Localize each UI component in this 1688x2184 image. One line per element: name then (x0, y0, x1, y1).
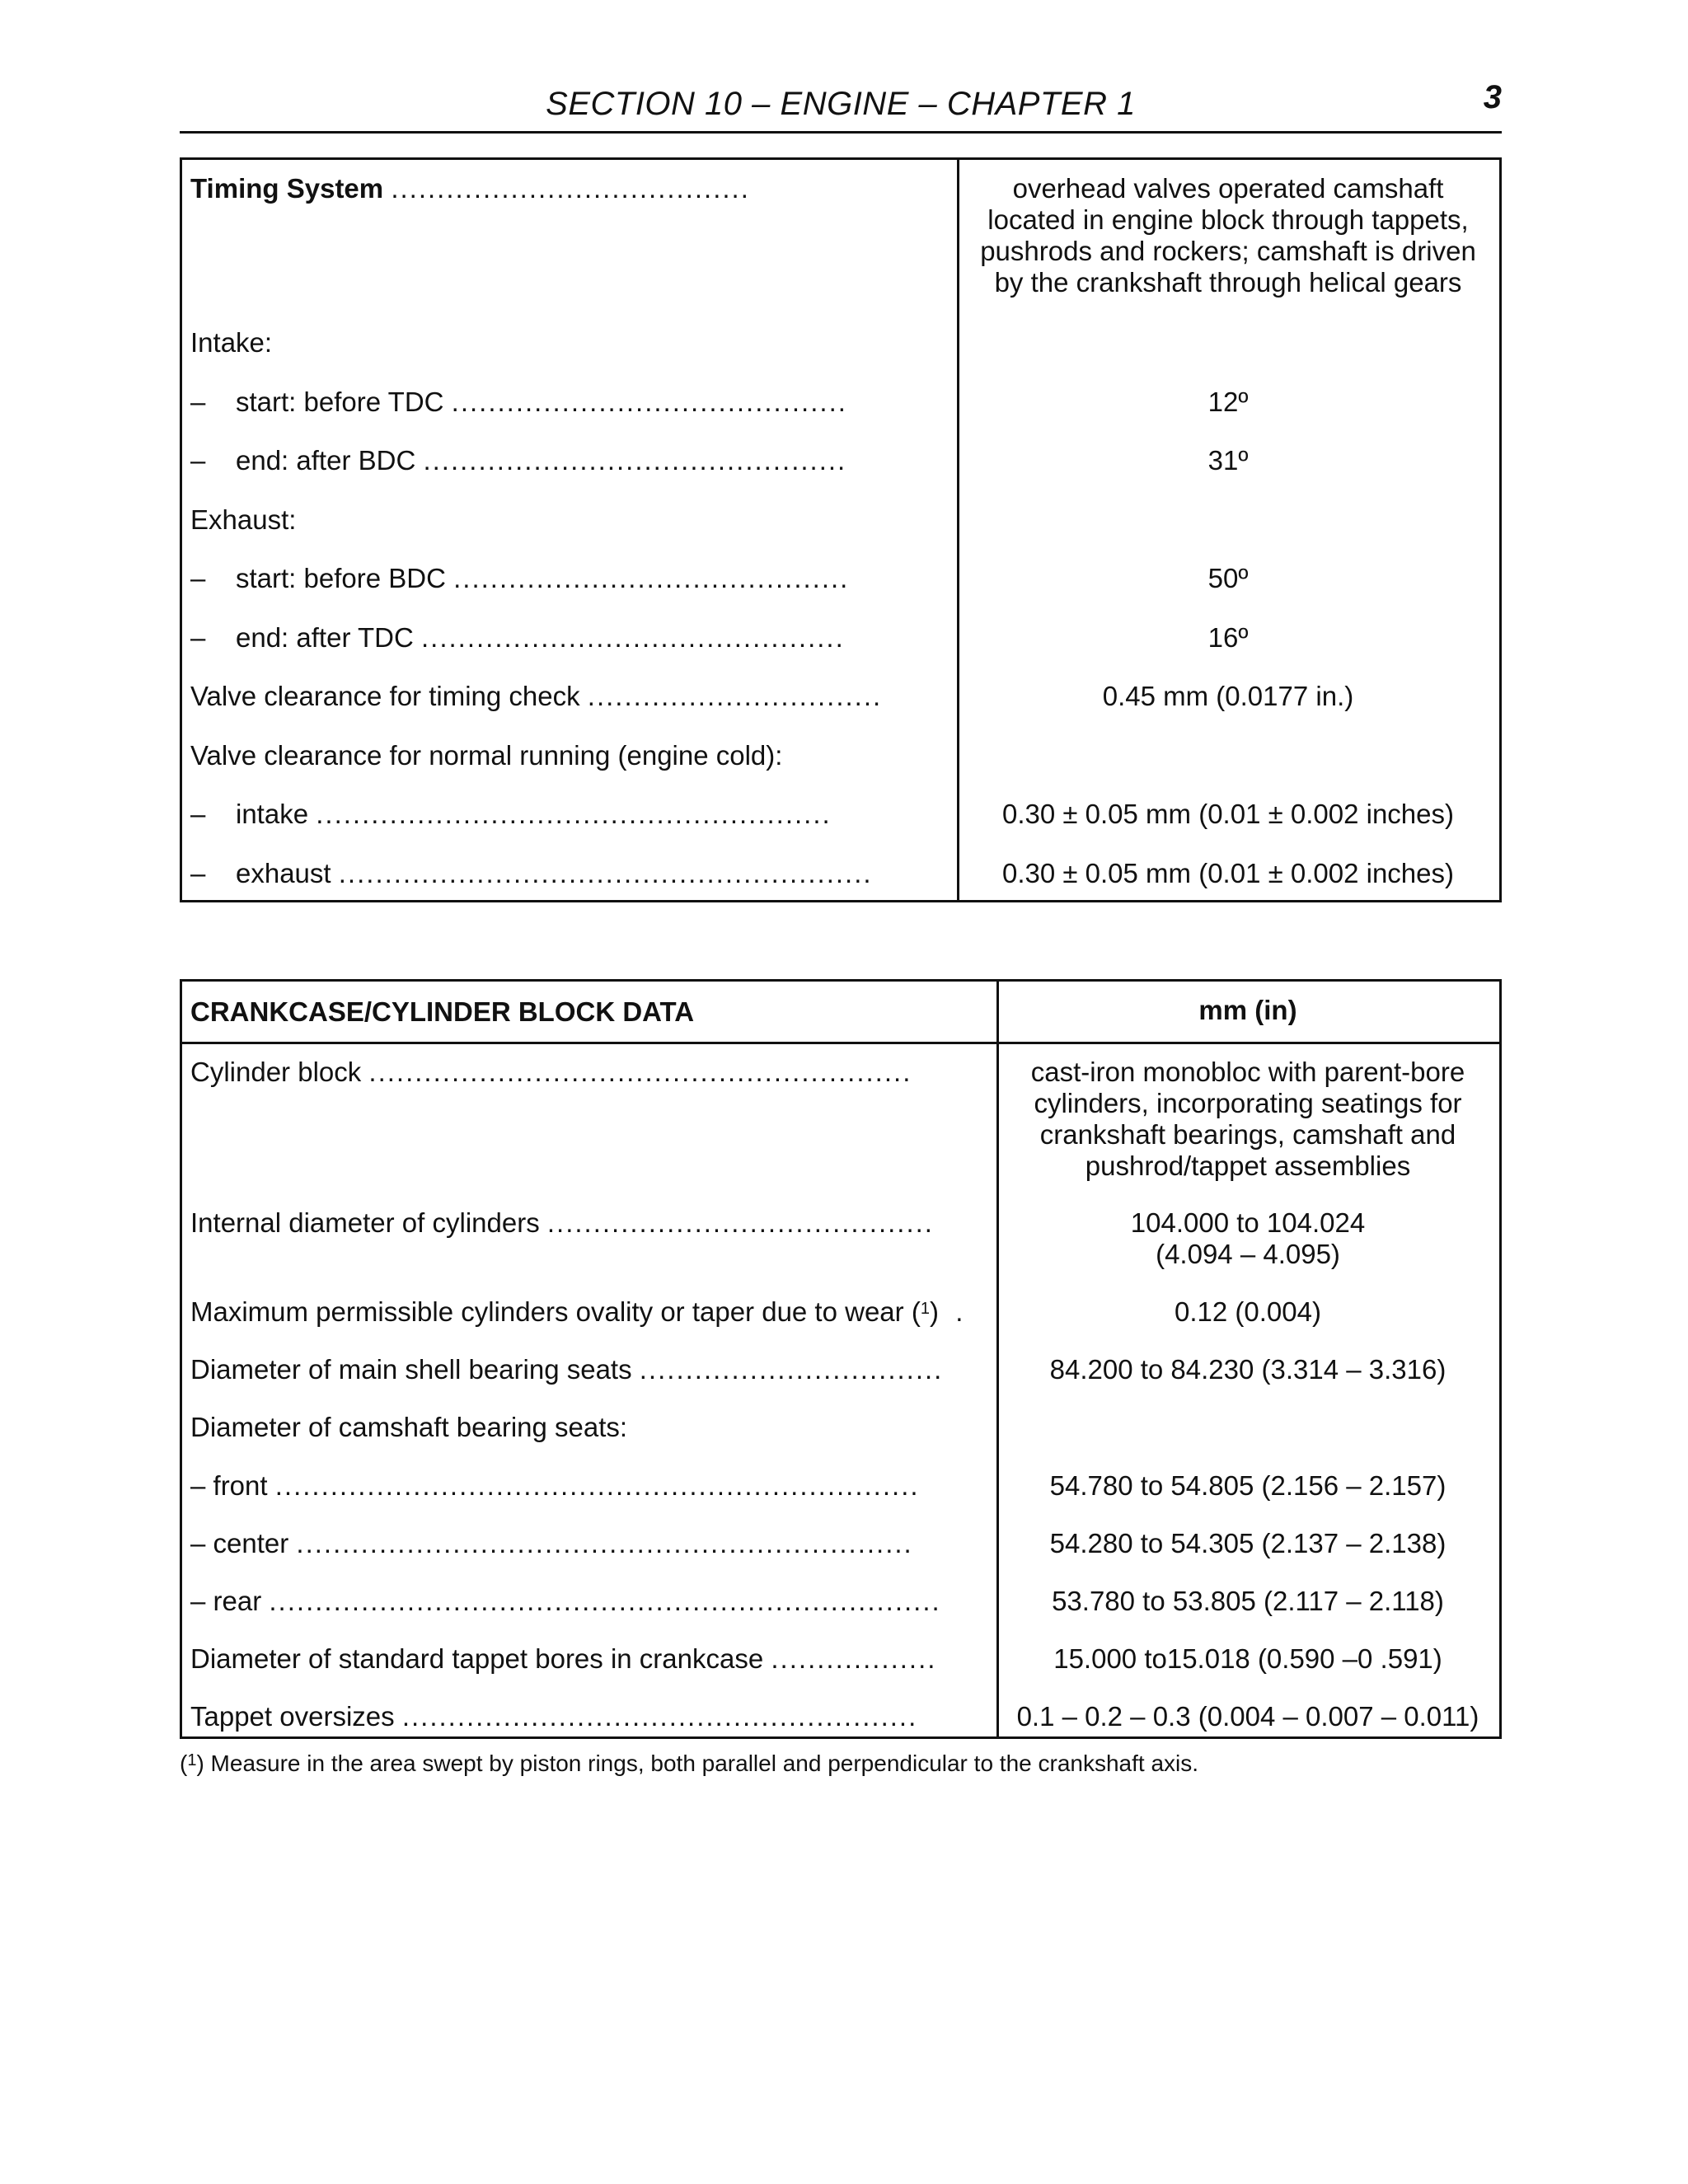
camshaft-rear-value: 53.780 to 53.805 (2.117 – 2.118) (1052, 1586, 1444, 1616)
intake-start-label: start: before TDC ........................................... (236, 387, 847, 417)
timing-system-value: overhead valves operated camshaft located in engine block through tappets, pushrods and rockers; camshaft is driven by the crankshaft through helical gears (980, 173, 1476, 298)
column-divider (996, 982, 999, 1736)
unit-heading: mm (in) (1198, 995, 1297, 1025)
intake-end-label: end: after BDC .............................................. (236, 445, 847, 476)
camshaft-center-label: – center ................................................................... (190, 1528, 913, 1558)
camshaft-center-value: 54.280 to 54.305 (2.137 – 2.138) (1049, 1528, 1447, 1558)
internal-diameter-value: 104.000 to 104.024 (4.094 – 4.095) (1130, 1207, 1366, 1269)
intake-start-value: 12º (1207, 387, 1249, 417)
valve-clearance-check-label: Valve clearance for timing check ................................ (190, 681, 883, 711)
footnote: ($^1$) Measure in the area swept by piston rings, both parallel and perpendicular to the crankshaft axis. (180, 1750, 1199, 1776)
main-bearing-seats-value: 84.200 to 84.230 (3.314 – 3.316) (1049, 1354, 1447, 1385)
exhaust-start-value: 50º (1207, 563, 1249, 593)
page-number: 3 (1483, 79, 1502, 115)
internal-diameter-label: Internal diameter of cylinders .......................................... (190, 1207, 934, 1238)
camshaft-front-value: 54.780 to 54.805 (2.156 – 2.157) (1049, 1470, 1447, 1501)
main-bearing-seats-label: Diameter of main shell bearing seats ................................. (190, 1354, 944, 1385)
camshaft-front-label: – front ...................................................................... (190, 1470, 920, 1501)
exhaust-end-label: end: after TDC .............................................. (236, 622, 845, 653)
valve-clearance-check-value: 0.45 mm (0.0177 in.) (1102, 681, 1354, 711)
intake-heading: Intake: (190, 327, 273, 358)
timing-table (180, 157, 1502, 902)
ovality-value: 0.12 (0.004) (1175, 1296, 1321, 1327)
crankcase-heading: CRANKCASE/CYLINDER BLOCK DATA (190, 996, 695, 1027)
tappet-oversizes-value: 0.1 – 0.2 – 0.3 (0.004 – 0.007 – 0.011) (1016, 1701, 1479, 1732)
tappet-oversizes-label: Tappet oversizes ........................................................ (190, 1701, 918, 1732)
header-divider (182, 1042, 1499, 1044)
section-title: SECTION 10 – ENGINE – CHAPTER 1 (546, 86, 1136, 122)
camshaft-rear-label: – rear ......................................................................... (190, 1586, 941, 1616)
intake-end-value: 31º (1207, 445, 1249, 476)
exhaust-start-label: start: before BDC ........................................... (236, 563, 850, 593)
list-dash: – (190, 622, 206, 653)
header-rule (180, 131, 1502, 134)
exhaust-heading: Exhaust: (190, 504, 297, 535)
crankcase-table (180, 979, 1502, 1739)
exhaust-clearance-label: exhaust .......................................................... (236, 858, 873, 888)
list-dash: – (190, 445, 206, 476)
tappet-bores-label: Diameter of standard tappet bores in crankcase .................. (190, 1643, 937, 1674)
page-header (180, 79, 1502, 134)
cylinder-block-label: Cylinder block ........................................................... (190, 1057, 912, 1087)
cylinder-block-value: cast-iron monobloc with parent-bore cylinders, incorporating seatings for crankshaft bearings, camshaft and pushrod/tappet assemblies (1030, 1057, 1465, 1181)
column-divider (957, 160, 959, 900)
list-dash: – (190, 387, 206, 417)
list-dash: – (190, 858, 206, 888)
list-dash: – (190, 799, 206, 829)
intake-clearance-label: intake ........................................................ (236, 799, 832, 829)
camshaft-seats-heading: Diameter of camshaft bearing seats: (190, 1412, 628, 1442)
tappet-bores-value: 15.000 to15.018 (0.590 –0 .591) (1053, 1643, 1442, 1674)
exhaust-end-value: 16º (1207, 622, 1249, 653)
list-dash: – (190, 563, 206, 593)
valve-clearance-running-heading: Valve clearance for normal running (engine cold): (190, 740, 783, 771)
exhaust-clearance-value: 0.30 ± 0.05 mm (0.01 ± 0.002 inches) (1001, 858, 1454, 888)
ovality-label: Maximum permissible cylinders ovality or taper due to wear ($^1$) . (190, 1296, 965, 1327)
intake-clearance-value: 0.30 ± 0.05 mm (0.01 ± 0.002 inches) (1001, 799, 1454, 829)
timing-system-label: Timing System ....................................... (190, 173, 750, 204)
